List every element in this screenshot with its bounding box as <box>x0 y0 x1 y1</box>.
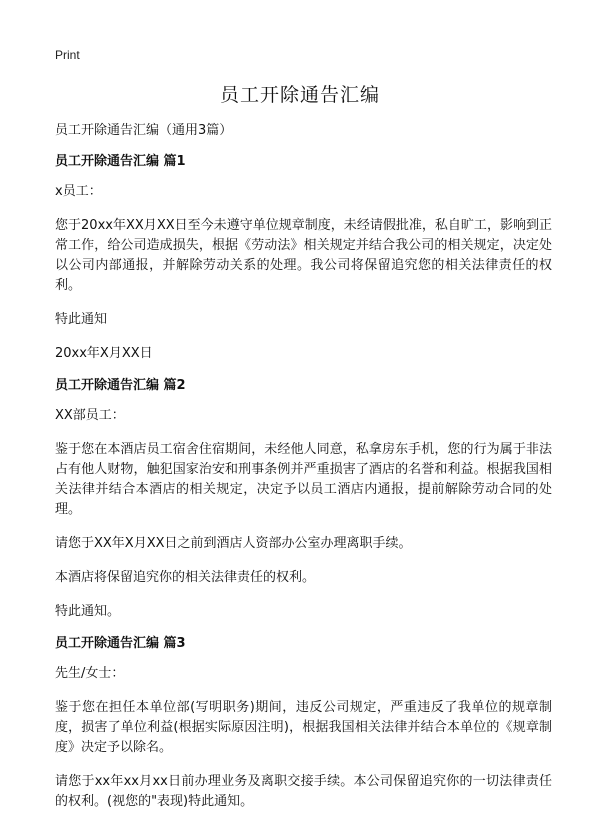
date-line: 20xx年X月XX日 <box>55 346 153 361</box>
closing-notice: 特此通知。 <box>55 604 121 619</box>
body-paragraph: 请您于XX年X月XX日之前到酒店人资部办公室办理离职手续。 <box>55 536 412 551</box>
body-paragraph: 请您于xx年xx月xx日前办理业务及离职交接手续。本公司保留追究你的一切法律责任的权利。(视您的"表现)特此通知。 <box>55 774 552 809</box>
print-label[interactable]: Print <box>55 48 80 62</box>
section-heading: 员工开除通告汇编 篇1 <box>55 154 186 169</box>
body-paragraph: 本酒店将保留追究你的相关法律责任的权利。 <box>55 570 316 585</box>
document-title: 员工开除通告汇编 <box>219 84 380 106</box>
body-paragraph: 您于20xx年XX月XX日至今未遵守单位规章制度，未经请假批准，私自旷工，影响到正常工作，给公司造成损失，根据《劳动法》相关规定并结合我公司的相关规定，决定处以公司内部通报，并解除劳动关系的处理。我公司将保留追究您的相关法律责任的权利。 <box>55 218 552 293</box>
salutation: XX部员工： <box>55 408 125 423</box>
section-heading: 员工开除通告汇编 篇3 <box>55 636 186 651</box>
body-paragraph: 鉴于您在担任本单位部(写明职务)期间，违反公司规定，严重违反了我单位的规章制度，损害了单位利益(根据实际原因注明)，根据我国相关法律并结合本单位的《规章制度》决定予以除名。 <box>55 700 552 755</box>
salutation: x员工： <box>55 184 102 199</box>
salutation: 先生/女士： <box>55 666 125 681</box>
document-body <box>55 121 552 826</box>
closing-notice: 特此通知 <box>55 312 108 327</box>
document-subtitle: 员工开除通告汇编（通用3篇） <box>55 123 233 138</box>
body-paragraph: 鉴于您在本酒店员工宿舍住宿期间，未经他人同意，私拿房东手机，您的行为属于非法占有他人财物，触犯国家治安和刑事条例并严重损害了酒店的名誉和利益。根据我国相关法律并结合本酒店的相关规定，决定予以员工酒店内通报，提前解除劳动合同的处理。 <box>55 442 552 517</box>
section-heading: 员工开除通告汇编 篇2 <box>55 378 186 393</box>
